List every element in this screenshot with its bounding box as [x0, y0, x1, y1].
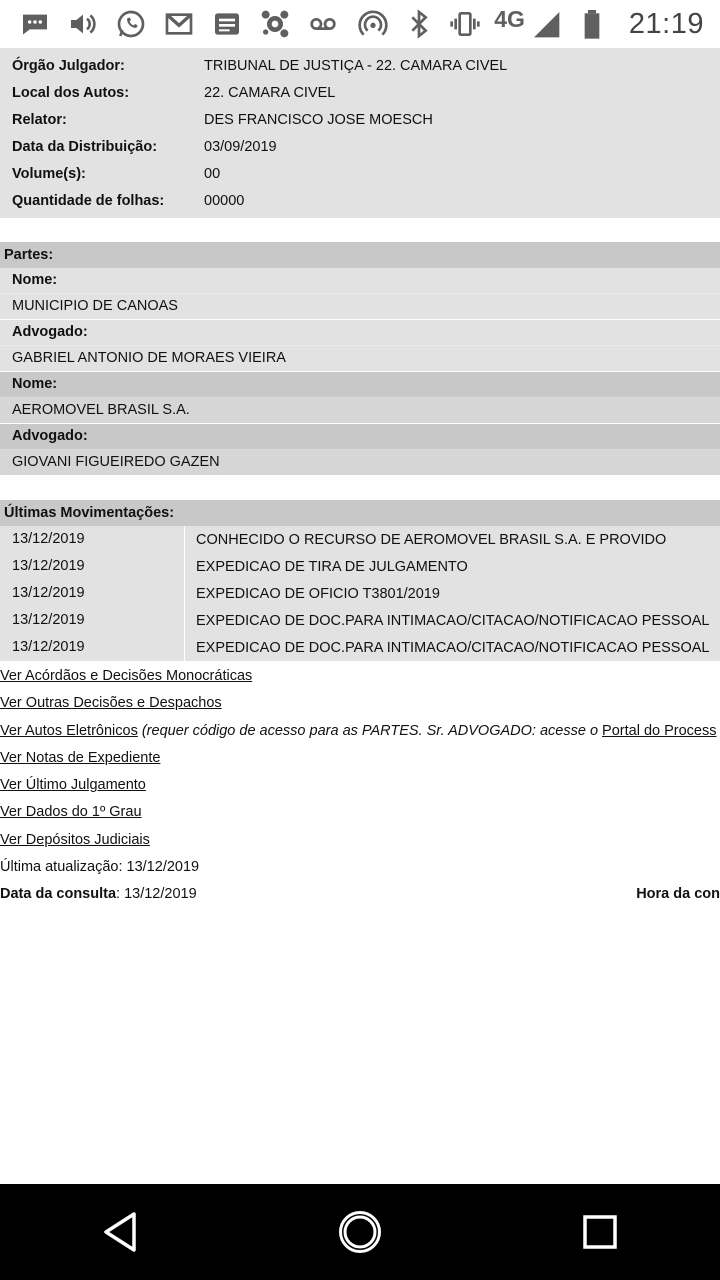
network-type: 4G	[494, 5, 525, 32]
info-row	[0, 52, 720, 79]
info-label: Volume(s):	[12, 165, 86, 182]
info-row	[0, 133, 720, 160]
info-label: Quantidade de folhas:	[12, 192, 165, 209]
navigation-bar	[0, 1184, 720, 1280]
hotspot-icon	[356, 7, 390, 41]
party-lawyer: GABRIEL ANTONIO DE MORAES VIEIRA	[0, 346, 720, 372]
info-value: 00000	[204, 192, 245, 209]
notas-expediente-link[interactable]: Ver Notas de Expediente	[0, 749, 161, 766]
mov-desc: EXPEDICAO DE TIRA DE JULGAMENTO	[196, 558, 468, 575]
hora-consulta-label: Hora da con	[636, 886, 720, 903]
info-value: DES FRANCISCO JOSE MOESCH	[204, 111, 433, 128]
autos-eletronicos-link[interactable]: Ver Autos Eletrônicos	[0, 722, 138, 739]
volume-icon	[66, 7, 100, 41]
info-label: Local dos Autos:	[12, 84, 130, 101]
info-label: Órgão Julgador:	[12, 57, 125, 74]
party-block	[0, 268, 720, 372]
voicemail-icon	[306, 7, 340, 41]
mov-desc: EXPEDICAO DE DOC.PARA INTIMACAO/CITACAO/NOTIFICACAO PESSOAL	[196, 639, 710, 656]
mov-date: 13/12/2019	[0, 580, 185, 607]
table-row	[0, 526, 720, 553]
party-name-label: Nome:	[0, 372, 720, 398]
gmail-icon	[162, 7, 196, 41]
autos-note: (requer código de acesso para as PARTES. Sr. ADVOGADO: acesse o	[137, 722, 603, 739]
party-name: MUNICIPIO DE CANOAS	[0, 294, 720, 320]
table-row	[0, 634, 720, 661]
spacer	[0, 476, 720, 500]
last-update: Última atualização: 13/12/2019	[0, 859, 200, 876]
party-name: AEROMOVEL BRASIL S.A.	[0, 398, 720, 424]
link-row	[0, 690, 720, 717]
info-value: 00	[204, 165, 221, 182]
info-value: 22. CAMARA CIVEL	[204, 84, 336, 101]
link-row	[0, 827, 720, 854]
party-block	[0, 372, 720, 476]
mov-desc: CONHECIDO O RECURSO DE AEROMOVEL BRASIL S.A. E PROVIDO	[196, 531, 667, 548]
battery-icon	[575, 7, 609, 41]
mov-desc: EXPEDICAO DE OFICIO T3801/2019	[196, 585, 440, 602]
movimentacoes-header: Últimas Movimentações:	[0, 500, 720, 526]
movimentacoes-table	[0, 526, 720, 661]
party-lawyer-label: Advogado:	[0, 320, 720, 346]
clock: 21:19	[628, 7, 704, 40]
mov-date: 13/12/2019	[0, 607, 185, 634]
recents-icon[interactable]	[570, 1202, 630, 1262]
process-details	[0, 48, 720, 908]
acordaos-link[interactable]: Ver Acórdãos e Decisões Monocráticas	[0, 668, 253, 684]
party-lawyer-label: Advogado:	[0, 424, 720, 450]
link-row	[0, 772, 720, 799]
dados-primeiro-grau-link[interactable]: Ver Dados do 1º Grau	[0, 804, 142, 821]
info-label: Data da Distribuição:	[12, 138, 158, 155]
data-consulta-value: : 13/12/2019	[116, 886, 197, 903]
spacer	[0, 218, 720, 242]
link-row	[0, 663, 720, 690]
party-lawyer: GIOVANI FIGUEIREDO GAZEN	[0, 450, 720, 476]
vibrate-icon	[448, 7, 482, 41]
link-row	[0, 745, 720, 772]
info-row	[0, 79, 720, 106]
chat-icon	[18, 7, 52, 41]
ultimo-julgamento-link[interactable]: Ver Último Julgamento	[0, 777, 146, 794]
mov-date: 13/12/2019	[0, 634, 185, 661]
party-name-label: Nome:	[0, 268, 720, 294]
news-icon	[210, 7, 244, 41]
table-row	[0, 580, 720, 607]
mov-desc: EXPEDICAO DE DOC.PARA INTIMACAO/CITACAO/NOTIFICACAO PESSOAL	[196, 612, 710, 629]
bluetooth-icon	[402, 7, 436, 41]
link-row	[0, 799, 720, 826]
mov-date: 13/12/2019	[0, 553, 185, 580]
outras-decisoes-link[interactable]: Ver Outras Decisões e Despachos	[0, 695, 222, 712]
mov-date: 13/12/2019	[0, 526, 185, 553]
data-consulta-label: Data da consulta	[0, 886, 117, 903]
consulta-info	[0, 881, 720, 908]
link-row	[0, 718, 720, 745]
info-value: TRIBUNAL DE JUSTIÇA - 22. CAMARA CIVEL	[204, 57, 508, 74]
info-label: Relator:	[12, 111, 67, 128]
data-consulta	[0, 881, 197, 908]
links-list	[0, 661, 720, 908]
partes-header: Partes:	[0, 242, 720, 268]
signal-icon	[529, 7, 563, 41]
info-table	[0, 48, 720, 218]
depositos-judiciais-link[interactable]: Ver Depósitos Judiciais	[0, 831, 150, 848]
info-row	[0, 187, 720, 214]
table-row	[0, 607, 720, 634]
status-bar	[0, 0, 720, 48]
info-value: 03/09/2019	[204, 138, 277, 155]
portal-link[interactable]: Portal do Process	[602, 722, 717, 739]
home-icon[interactable]	[330, 1202, 390, 1262]
avast-icon	[258, 7, 292, 41]
whatsapp-icon	[114, 7, 148, 41]
info-row	[0, 160, 720, 187]
table-row	[0, 553, 720, 580]
back-icon[interactable]	[90, 1202, 150, 1262]
info-row	[0, 106, 720, 133]
